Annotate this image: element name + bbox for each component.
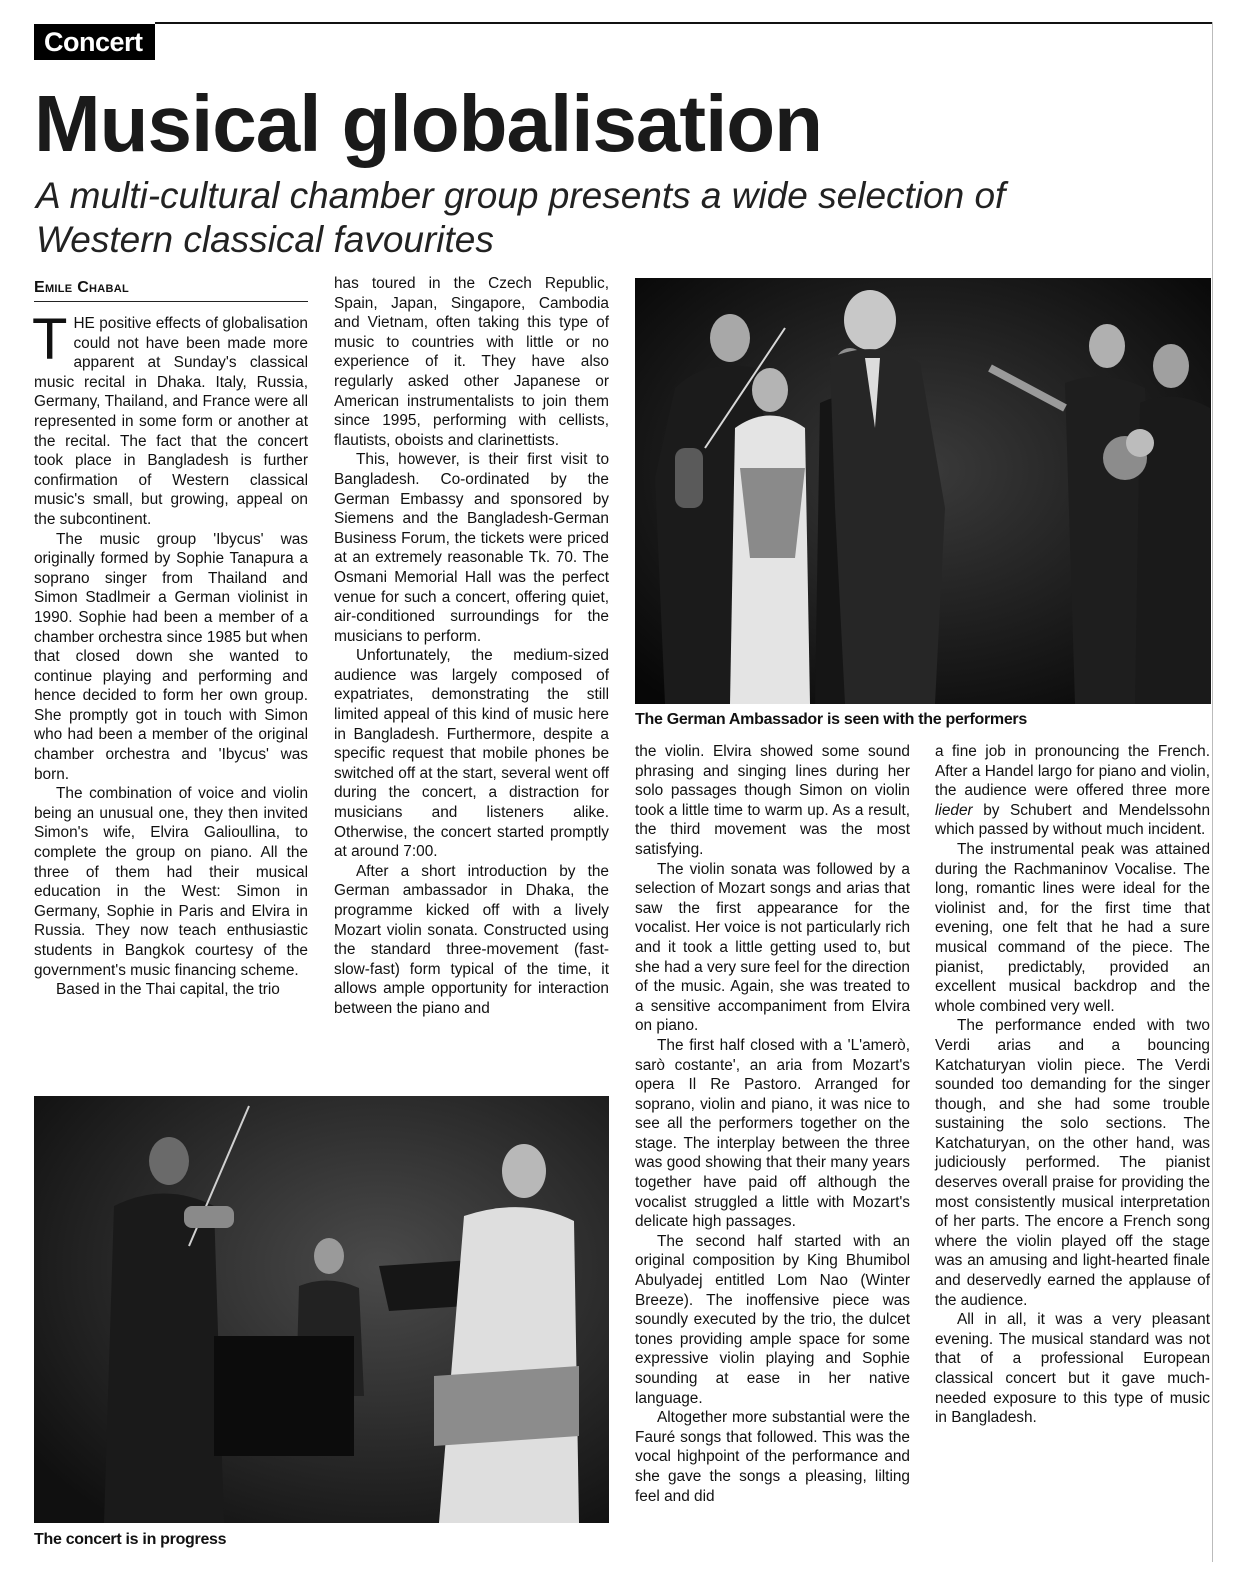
section-label: Concert bbox=[34, 24, 155, 60]
article-column-3 bbox=[635, 742, 910, 1506]
concert-photo-image bbox=[34, 1096, 609, 1523]
ambassador-photo-image bbox=[635, 278, 1211, 704]
article-paragraph: The first half closed with a 'L'amerò, sarò costante', an aria from Mozart's opera Il Re Pastoro. Arranged for soprano, violin and piano, it was nice to see all the performers together on the stage. The interplay between the three was good showing that their many years together have paid off although the vocalist struggled a little with Mozart's delicate high passages. bbox=[635, 1036, 910, 1231]
paragraph-text: HE positive effects of globalisation could not have been made more apparent at Sunday's classical music recital in Dhaka. Italy, Russia, Germany, Thailand, and France were all represented in some form or another at the recital. The fact that the concert took place in Bangladesh is further confirmation of Western classical music's small, but growing, appeal on the subcontinent. bbox=[34, 315, 308, 528]
article-paragraph bbox=[32, 307, 308, 530]
article-paragraph: has toured in the Czech Republic, Spain, Japan, Singapore, Cambodia and Vietnam, often taking this type of music to countries with little or no experience of it. They have also regularly asked other Japanese or American instrumentalists to join them since 1995, performing with cellists, flautists, oboists and clarinettists. bbox=[334, 275, 609, 449]
header-rule bbox=[155, 22, 1213, 24]
ambassador-photo bbox=[635, 278, 1211, 704]
article-paragraph: The violin sonata was followed by a selection of Mozart songs and arias that saw the first appearance for the vocalist. Her voice is not particularly rich and it took a little getting used to, but she had a very sure feel for the direction of the music. Again, she was treated to a sensitive accompaniment from Elvira on piano. bbox=[635, 860, 910, 1035]
article-paragraph: The second half started with an original composition by King Bhumibol Abulyadej entitled Lom Nao (Winter Breeze). The inoffensive piece was soundly executed by the trio, the dulcet tones providing ample space for some expressive violin playing and Sophie sounding at ease in her native language. bbox=[635, 1232, 910, 1407]
concert-photo bbox=[34, 1096, 609, 1523]
drop-cap: T bbox=[32, 307, 68, 372]
article-paragraph: Unfortunately, the medium-sized audience was largely composed of expatriates, demonstrating the still limited appeal of this kind of music here in Bangladesh. Furthermore, despite a specific request that mobile phones be switched off at the start, several went off during the concert, a distraction for musicians and listeners alike. Otherwise, the concert started promptly at around 7:00. bbox=[334, 647, 609, 861]
article-paragraph: All in all, it was a very pleasant evening. The musical standard was not that of a professional European classical concert but it gave much-needed exposure to this type of music in Bangladesh. bbox=[935, 1311, 1210, 1427]
italic-term: lieder bbox=[935, 801, 973, 819]
article-paragraph: This, however, is their first visit to Bangladesh. Co-ordinated by the German Embassy and sponsored by Siemens and the Bangladesh-German Business Forum, the tickets were priced at an extremely reasonable Tk. 70. The Osmani Memorial Hall was the perfect venue for such a concert, offering quiet, air-conditioned surroundings for the musicians to perform. bbox=[334, 451, 609, 645]
article-paragraph bbox=[935, 742, 1210, 840]
concert-photo-caption: The concert is in progress bbox=[34, 1531, 227, 1548]
article-paragraph: The performance ended with two Verdi arias and a bouncing Katchaturyan violin piece. The Verdi sounded too demanding for the singer though, and she had some trouble sustaining the solo sections. The Katchaturyan, on the other hand, was judiciously performed. The pianist deserves overall praise for providing the most consistently musical interpretation of her parts. The encore a French song where the violin played off the stage was an amusing and light-hearted finale and deservedly earned the applause of the audience. bbox=[935, 1017, 1210, 1309]
article-paragraph: the violin. Elvira showed some sound phrasing and singing lines during her solo passages though Simon on violin took a little time to warm up. As a result, the third movement was the most satisfying. bbox=[635, 743, 910, 858]
article-paragraph: The music group 'Ibycus' was originally formed by Sophie Tanapura a soprano singer from Thailand and Simon Stadlmeir a German violinist in 1990. Sophie had been a member of a chamber orchestra since 1985 but when that closed down she wanted to continue playing and performing and hence decided to form her own group. She promptly got in touch with Simon who had been a member of the original chamber orchestra and 'Ibycus' was born. bbox=[34, 530, 308, 783]
article-paragraph: After a short introduction by the German ambassador in Dhaka, the programme kicked off with a lively Mozart violin sonata. Constructed using the standard three-movement (fast-slow-fast) form typical of the time, it allows ample opportunity for interaction between the piano and bbox=[334, 862, 609, 1017]
article-paragraph: Altogether more substantial were the Fauré songs that followed. This was the vocal highpoint of the performance and she gave the songs a pleasing, lilting feel and did bbox=[635, 1409, 910, 1505]
article-column-1 bbox=[32, 307, 308, 1000]
article-paragraph: The instrumental peak was attained during the Rachmaninov Vocalise. The long, romantic lines were ideal for the violinist and, for the first time that evening, one felt that he had a sure musical command of the piece. The pianist, predictably, provided an excellent musical backdrop and the whole combined very well. bbox=[935, 840, 1210, 1015]
ambassador-photo-caption: The German Ambassador is seen with the performers bbox=[635, 711, 1027, 728]
standfirst: A multi-cultural chamber group presents a wide selection of Western classical favourites bbox=[36, 175, 1006, 260]
article-column-2 bbox=[334, 274, 609, 1019]
headline: Musical globalisation bbox=[34, 79, 823, 168]
article-column-4 bbox=[935, 742, 1210, 1428]
article-paragraph: Based in the Thai capital, the trio bbox=[56, 981, 280, 999]
paragraph-text: by Schubert and Mendelssohn which passed by without much incident. bbox=[935, 801, 1210, 839]
paragraph-text: a fine job in pronouncing the French. After a Handel largo for piano and violin, the audience were offered three more bbox=[935, 743, 1210, 800]
page-border bbox=[1212, 22, 1213, 1562]
article-paragraph: The combination of voice and violin being an unusual one, they then invited Simon's wife, Elvira Galioullina, to complete the group on piano. All the three of them had their musical education in the West: Simon in Germany, Sophie in Paris and Elvira in Russia. They now teach enthusiastic students in Bangkok courtesy of the government's music financing scheme. bbox=[34, 785, 308, 979]
byline: Emile Chabal bbox=[34, 278, 308, 302]
